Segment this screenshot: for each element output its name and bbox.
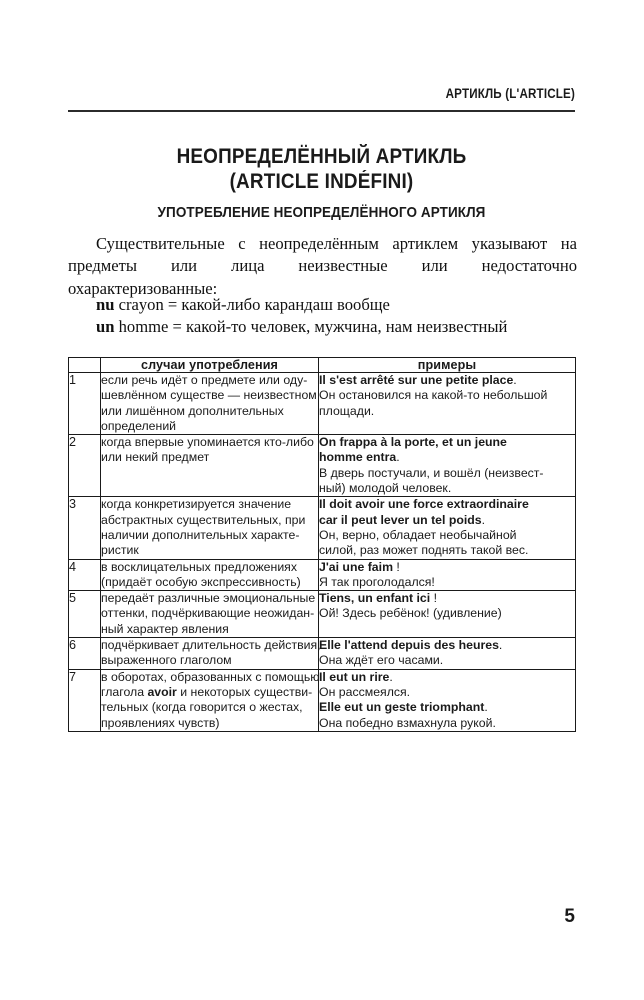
case-line: в восклицательных предложениях bbox=[101, 559, 297, 574]
example-cell-line bbox=[319, 466, 575, 481]
example-cell bbox=[319, 373, 576, 435]
russian-translation: Она победно взмахнула рукой. bbox=[319, 715, 496, 730]
case-line: в оборотах, образованных с помощью bbox=[101, 669, 320, 684]
example-cell-line bbox=[319, 575, 575, 590]
example-cell-line bbox=[319, 513, 575, 528]
table-row bbox=[69, 591, 576, 638]
table-row bbox=[69, 373, 576, 435]
running-head: АРТИКЛЬ (L'ARTICLE) bbox=[445, 86, 575, 101]
cases-table-body bbox=[69, 373, 576, 732]
cases-table-wrapper bbox=[68, 357, 575, 732]
russian-translation: ный) молодой человек. bbox=[319, 481, 452, 496]
example-article: nu bbox=[96, 295, 115, 314]
page-number: 5 bbox=[564, 906, 575, 927]
example-cell-line bbox=[319, 560, 575, 575]
russian-translation: Он, верно, обладает необычайной bbox=[319, 527, 517, 542]
example-cell-line bbox=[319, 638, 575, 653]
french-example: J'ai une faim bbox=[319, 559, 393, 574]
row-number: 5 bbox=[69, 591, 101, 638]
russian-translation: Он рассмеялся. bbox=[319, 684, 411, 699]
table-row bbox=[69, 435, 576, 497]
section-heading: УПОТРЕБЛЕНИЕ НЕОПРЕДЕЛЁННОГО АРТИКЛЯ bbox=[157, 204, 486, 221]
example-article: un bbox=[96, 317, 115, 337]
russian-translation: ! bbox=[393, 559, 400, 574]
intro-paragraph bbox=[68, 233, 577, 300]
case-line: если речь идёт о предмете или оду- bbox=[101, 373, 308, 387]
case-cell bbox=[101, 373, 319, 435]
case-cell bbox=[101, 497, 319, 559]
case-line: ристик bbox=[101, 543, 139, 558]
example-cell-line bbox=[319, 543, 575, 558]
french-example: Tiens, un enfant ici bbox=[319, 591, 431, 606]
column-header-examples: примеры bbox=[319, 358, 576, 373]
table-row bbox=[69, 497, 576, 559]
case-line: подчёркивает длительность действия, bbox=[101, 638, 321, 653]
russian-translation: Она ждёт его часами. bbox=[319, 653, 444, 668]
french-example: car il peut lever un tel poids bbox=[319, 512, 482, 527]
french-example: homme entra bbox=[319, 450, 397, 465]
russian-translation: Ой! Здесь ребёнок! (удивление) bbox=[319, 606, 502, 621]
case-line: оттенки, подчёркивающие неожидан- bbox=[101, 606, 315, 621]
cases-table bbox=[68, 357, 576, 732]
case-line: наличии дополнительных характе- bbox=[101, 527, 300, 542]
case-line: или лишённом дополнительных bbox=[101, 403, 284, 418]
example-cell-line bbox=[319, 388, 575, 403]
table-row bbox=[69, 559, 576, 591]
intro-examples bbox=[68, 294, 577, 339]
table-header-row bbox=[69, 358, 576, 373]
case-line: или некий предмет bbox=[101, 450, 210, 465]
example-line bbox=[68, 316, 577, 338]
table-row bbox=[69, 638, 576, 670]
case-line: абстрактных существительных, при bbox=[101, 512, 306, 527]
example-rest: homme = какой-то человек, мужчина, нам неизвестный bbox=[114, 317, 508, 337]
example-cell-line bbox=[319, 404, 575, 419]
french-example: Il doit avoir une force extraordinaire bbox=[319, 497, 529, 512]
russian-translation: площади. bbox=[319, 403, 375, 418]
example-cell-line bbox=[319, 591, 575, 606]
french-example: Il eut un rire bbox=[319, 669, 390, 684]
example-cell-line bbox=[319, 606, 575, 621]
russian-translation: . bbox=[389, 669, 393, 684]
case-line: (придаёт особую экспрессивность) bbox=[101, 574, 301, 589]
row-number: 7 bbox=[69, 669, 101, 731]
case-line: когда впервые упоминается кто-либо bbox=[101, 435, 314, 450]
header-rule bbox=[68, 110, 575, 112]
french-example: Il s'est arrêté sur une petite place bbox=[319, 373, 514, 387]
row-number: 2 bbox=[69, 435, 101, 497]
intro-text: Существительные с неопределённым артиклем указывают на предметы или лица неизвестные или недостаточно охарактеризованные: bbox=[68, 234, 577, 298]
case-line: определений bbox=[101, 418, 177, 433]
example-cell bbox=[319, 591, 576, 638]
case-cell bbox=[101, 559, 319, 591]
title-block bbox=[68, 145, 575, 194]
example-rest: crayon = какой-либо карандаш вообще bbox=[114, 295, 390, 314]
table-row bbox=[69, 669, 576, 731]
column-header-number bbox=[69, 358, 101, 373]
example-cell bbox=[319, 435, 576, 497]
row-number: 1 bbox=[69, 373, 101, 435]
russian-translation: . bbox=[481, 512, 486, 527]
example-cell-line bbox=[319, 653, 575, 668]
russian-translation: силой, раз может поднять такой вес. bbox=[319, 543, 529, 558]
case-cell bbox=[101, 638, 319, 670]
page-title: НЕОПРЕДЕЛЁННЫЙ АРТИКЛЬ bbox=[176, 145, 467, 168]
example-line bbox=[68, 294, 577, 316]
example-cell-line bbox=[319, 373, 575, 388]
row-number: 3 bbox=[69, 497, 101, 559]
example-cell-line bbox=[319, 497, 575, 512]
russian-translation: . bbox=[513, 373, 517, 387]
page-subtitle: (ARTICLE INDÉFINI) bbox=[229, 170, 414, 193]
example-cell-line bbox=[319, 450, 575, 465]
example-cell-line bbox=[319, 435, 575, 450]
russian-translation: Я так проголодался! bbox=[319, 574, 435, 589]
example-cell-line bbox=[319, 716, 575, 731]
case-line: глагола avoir и некоторых существи- bbox=[101, 684, 313, 699]
russian-translation: В дверь постучали, и вошёл (неизвест- bbox=[319, 465, 544, 480]
case-cell bbox=[101, 669, 319, 731]
russian-translation: Он остановился на какой-то небольшой bbox=[319, 388, 548, 403]
case-line: тельных (когда говорится о жестах, bbox=[101, 700, 303, 715]
case-cell bbox=[101, 591, 319, 638]
example-cell bbox=[319, 559, 576, 591]
example-cell bbox=[319, 497, 576, 559]
example-cell-line bbox=[319, 700, 575, 715]
case-line: выраженного глаголом bbox=[101, 653, 232, 668]
russian-translation: ! bbox=[430, 591, 437, 606]
french-example: Elle eut un geste triomphant bbox=[319, 700, 485, 715]
row-number: 6 bbox=[69, 638, 101, 670]
example-cell-line bbox=[319, 528, 575, 543]
case-line: ный характер явления bbox=[101, 621, 229, 636]
case-cell bbox=[101, 435, 319, 497]
example-cell bbox=[319, 638, 576, 670]
russian-translation: . bbox=[498, 638, 503, 653]
case-line: проявлениях чувств) bbox=[101, 715, 220, 730]
french-example: On frappa à la porte, et un jeune bbox=[319, 435, 507, 450]
row-number: 4 bbox=[69, 559, 101, 591]
example-cell-line bbox=[319, 670, 575, 685]
russian-translation: . bbox=[484, 700, 488, 715]
example-cell bbox=[319, 669, 576, 731]
case-line: передаёт различные эмоциональные bbox=[101, 591, 316, 606]
column-header-cases: случаи употребления bbox=[101, 358, 319, 373]
example-cell-line bbox=[319, 481, 575, 496]
russian-translation: . bbox=[396, 450, 400, 465]
french-example: Elle l'attend depuis des heures bbox=[319, 638, 499, 653]
example-cell-line bbox=[319, 685, 575, 700]
case-line: когда конкретизируется значение bbox=[101, 497, 292, 512]
case-line: шевлённом существе — неизвестном bbox=[101, 388, 317, 403]
